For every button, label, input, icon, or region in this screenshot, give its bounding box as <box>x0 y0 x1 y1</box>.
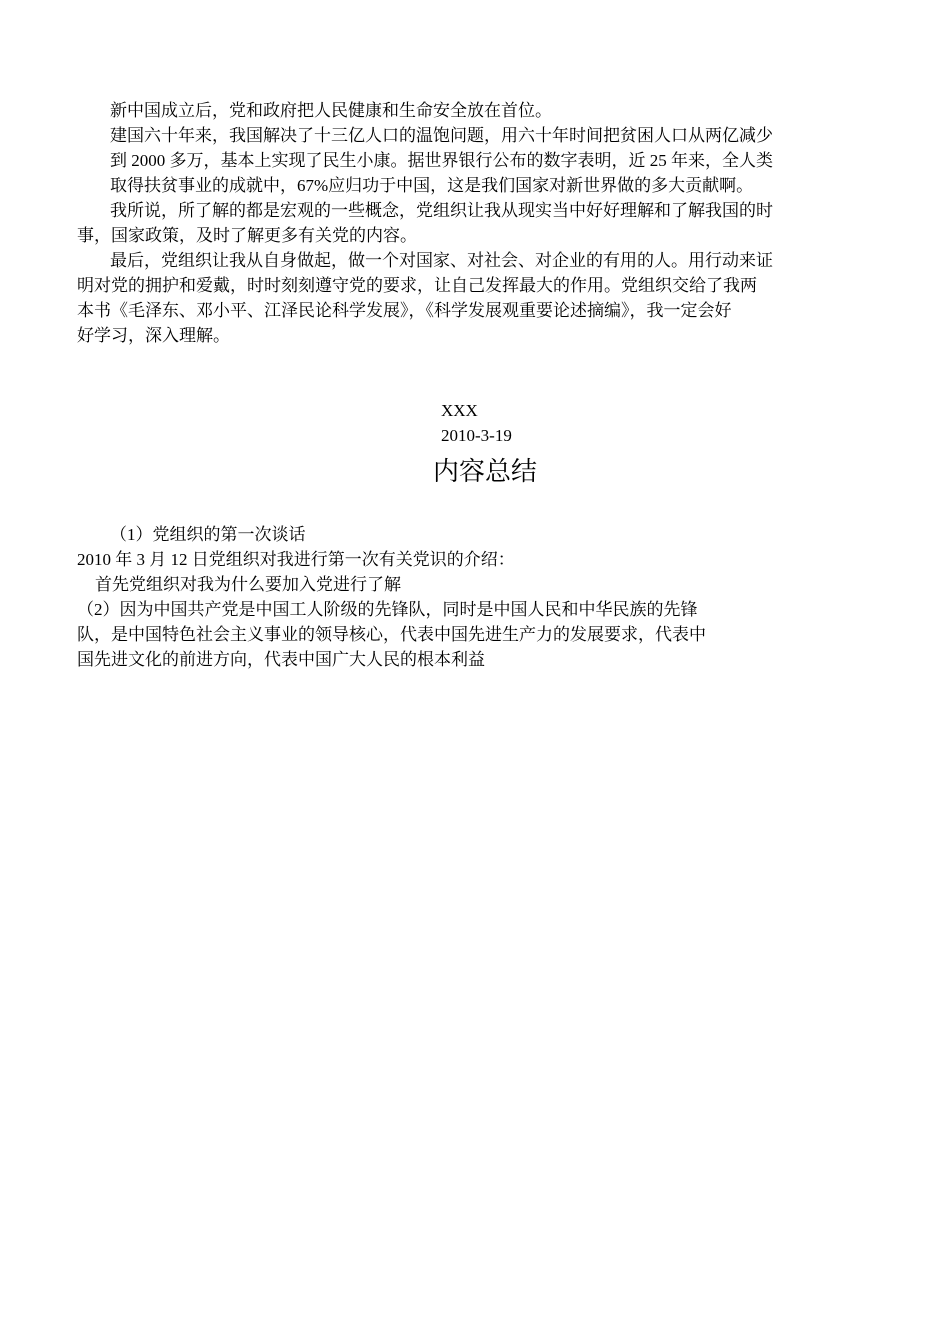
letter-paragraph-line: 最后，党组织让我从自身做起，做一个对国家、对社会、对企业的有用的人。用行动来证 <box>110 251 773 270</box>
letter-paragraph-line: 事，国家政策，及时了解更多有关党的内容。 <box>77 226 417 245</box>
summary-title: 内容总结 <box>432 457 537 486</box>
summary-line: 队，是中国特色社会主义事业的领导核心，代表中国先进生产力的发展要求，代表中 <box>77 625 706 644</box>
letter-paragraph-line: 新中国成立后，党和政府把人民健康和生命安全放在首位。 <box>110 101 552 120</box>
letter-paragraph-line: 取得扶贫事业的成就中，67%应归功于中国，这是我们国家对新世界做的多大贡献啊。 <box>110 176 754 195</box>
letter-paragraph-line: 建国六十年来，我国解决了十三亿人口的温饱问题，用六十年时间把贫困人口从两亿减少 <box>110 126 773 145</box>
summary-line: （2）因为中国共产党是中国工人阶级的先锋队，同时是中国人民和中华民族的先锋 <box>77 600 698 619</box>
signature-date: 2010-3-19 <box>441 426 512 445</box>
summary-line: 2010 年 3 月 12 日党组织对我进行第一次有关党识的介绍： <box>77 550 515 569</box>
summary-line: 首先党组织对我为什么要加入党进行了解 <box>95 575 401 594</box>
signature-name: XXX <box>441 401 478 420</box>
letter-paragraph-line: 本书《毛泽东、邓小平、江泽民论科学发展》，《科学发展观重要论述摘编》，我一定会好 <box>77 301 732 320</box>
summary-line: 国先进文化的前进方向，代表中国广大人民的根本利益 <box>77 650 485 669</box>
letter-paragraph-line: 我所说，所了解的都是宏观的一些概念，党组织让我从现实当中好好理解和了解我国的时 <box>110 201 773 220</box>
letter-paragraph-line: 明对党的拥护和爱戴，时时刻刻遵守党的要求，让自己发挥最大的作用。党组织交给了我两 <box>77 276 757 295</box>
summary-line: （1）党组织的第一次谈话 <box>110 525 306 544</box>
letter-paragraph-line: 好学习，深入理解。 <box>77 326 230 345</box>
letter-paragraph-line: 到 2000 多万，基本上实现了民生小康。据世界银行公布的数字表明，近 25 年来，全人类 <box>110 151 773 170</box>
